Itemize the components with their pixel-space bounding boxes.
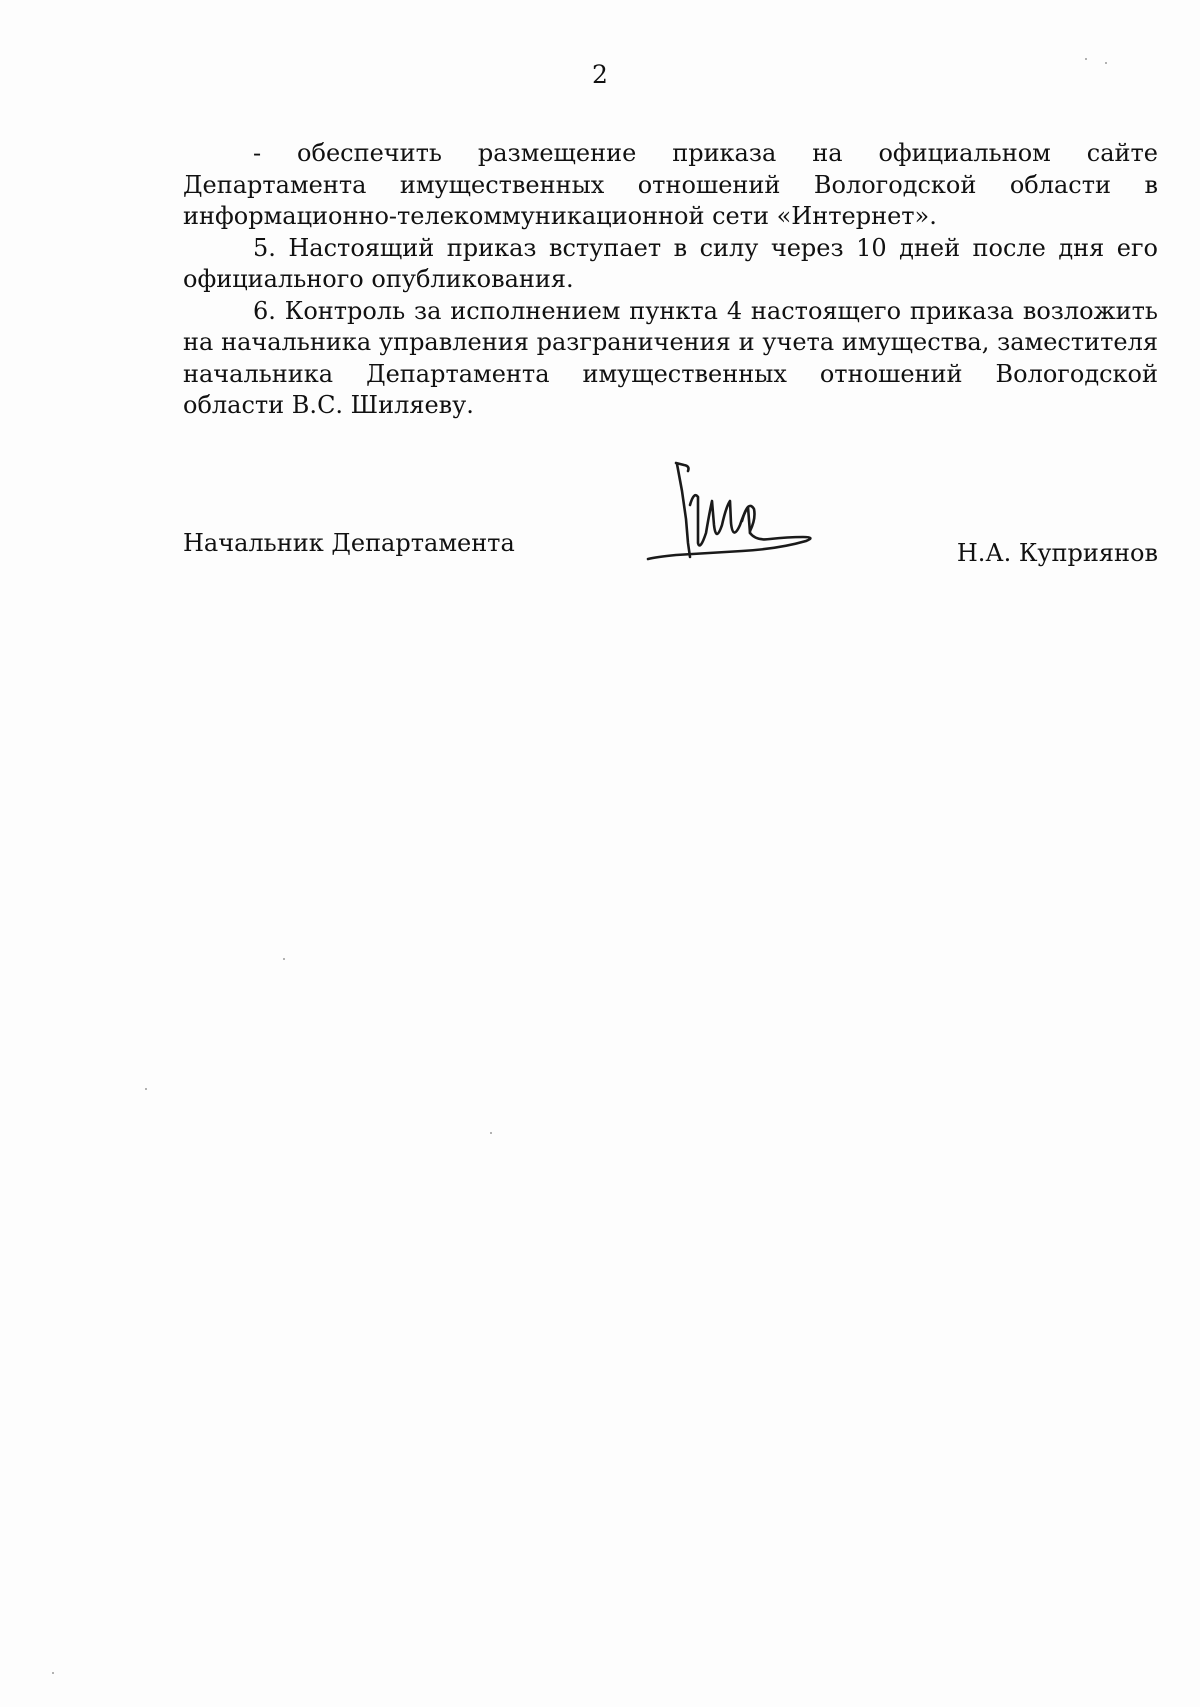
paragraph-control: 6. Контроль за исполнением пункта 4 настоящего приказа возложить на начальника управления разграничения и учета имущества, заместителя начальника Департамента имущественных отношений Вологодской области В.С. Шиляеву. xyxy=(183,296,1158,419)
scan-speck xyxy=(1105,62,1107,64)
signer-position-title: Начальник Департамента xyxy=(183,529,515,557)
scan-speck xyxy=(52,1672,54,1674)
signature-block xyxy=(183,455,1158,575)
handwritten-signature xyxy=(638,461,828,571)
scan-speck xyxy=(1085,58,1087,60)
document-body xyxy=(183,138,1158,422)
scan-speck xyxy=(283,958,285,960)
page-number: 2 xyxy=(592,60,608,89)
paragraph-publication: - обеспечить размещение приказа на официальном сайте Департамента имущественных отношений Вологодской области в информационно-телекоммуникационной сети «Интернет». xyxy=(183,139,1158,230)
scan-speck xyxy=(145,1088,147,1090)
signer-name: Н.А. Куприянов xyxy=(956,539,1158,567)
paragraph-effective-date: 5. Настоящий приказ вступает в силу через 10 дней после дня его официального опубликования. xyxy=(183,233,1158,293)
scan-speck xyxy=(490,1132,492,1134)
